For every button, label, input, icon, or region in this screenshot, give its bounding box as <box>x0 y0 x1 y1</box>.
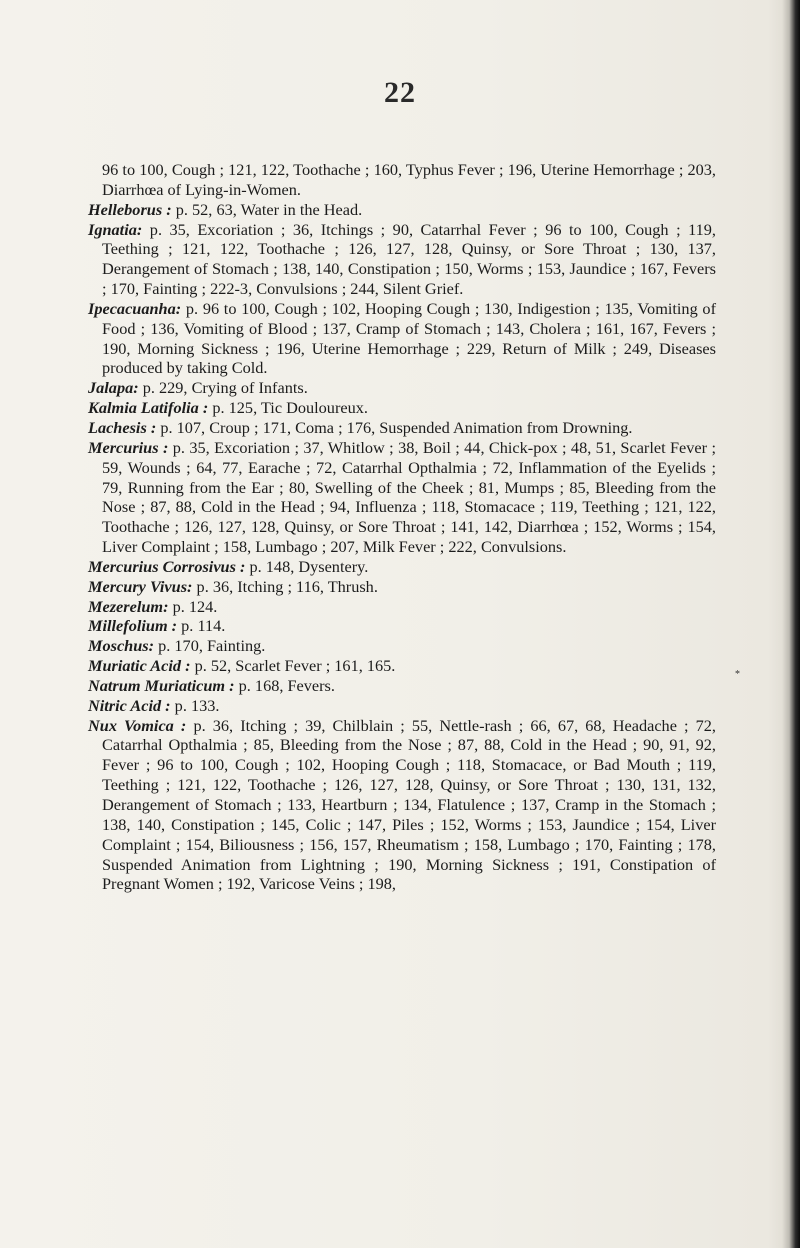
entry-text: p. 96 to 100, Cough ; 102, Hooping Cough ; 130, Indigestion ; 135, Vomiting of Food ; 136, Vomiting of Blood ; 137, Cramp of Stomach ; 143, Cholera ; 161, 167, Fevers ; 190, Morning Sickness ; 196, Uterine Hemorrhage ; 229, Return of Milk ; 249, Diseases produced by taking Cold. <box>102 298 716 378</box>
index-entry-moschus <box>88 636 716 656</box>
remedy-name: Millefolium : <box>88 616 178 636</box>
remedy-name: Kalmia Latifolia : <box>88 398 209 418</box>
index-entry-kalmia <box>88 398 716 418</box>
entry-text: p. 148, Dysentery. <box>245 556 369 576</box>
remedy-name: Muriatic Acid : <box>88 656 191 676</box>
remedy-name: Nux Vomica : <box>88 715 187 735</box>
index-entry-nux-vomica <box>88 716 716 895</box>
entry-text: p. 35, Excoriation ; 36, Itchings ; 90, Catarrhal Fever ; 96 to 100, Cough ; 119, Teething ; 121, 122, Toothache ; 126, 127, 128, Quinsy, or Sore Throat ; 130, 137, Derangement of Stomach ; 138, 140, Constipation ; 150, Worms ; 153, Jaundice ; 167, Fevers ; 170, Fainting ; 222-3, Convulsions ; 244, Silent Grief. <box>102 219 716 299</box>
index-entry-helleborus <box>88 200 716 220</box>
index-entry-nitric-acid <box>88 696 716 716</box>
index-entry-mercurius <box>88 438 716 557</box>
index-entry-ignatia <box>88 220 716 299</box>
entry-text: p. 170, Fainting. <box>154 636 266 656</box>
remedy-name: Mercury Vivus: <box>88 576 193 596</box>
entry-text: p. 107, Croup ; 171, Coma ; 176, Suspended Animation from Drowning. <box>156 417 633 437</box>
remedy-name: Mercurius Corrosivus : <box>88 556 246 576</box>
entry-text: p. 125, Tic Douloureux. <box>208 398 368 418</box>
margin-mark: * <box>735 669 740 680</box>
remedy-name: Helleborus : <box>88 199 172 219</box>
remedy-name: Ignatia: <box>88 219 143 239</box>
remedy-name: Moschus: <box>88 636 155 656</box>
entry-text: p. 124. <box>168 596 218 616</box>
index-entry-mezerelum <box>88 597 716 617</box>
page-number: 22 <box>384 76 416 109</box>
remedy-name: Natrum Muriaticum : <box>88 675 235 695</box>
index-entry-muriatic-acid <box>88 656 716 676</box>
remedy-name: Ipecacuanha: <box>88 298 182 318</box>
remedy-name: Lachesis : <box>88 417 157 437</box>
index-entry-ipecacuanha <box>88 299 716 378</box>
index-entry-jalapa <box>88 378 716 398</box>
remedy-name: Nitric Acid : <box>88 695 171 715</box>
remedy-name: Mercurius : <box>88 437 169 457</box>
entry-text: p. 133. <box>170 695 220 715</box>
index-entry-mercury-vivus <box>88 577 716 597</box>
index-entry-millefolium <box>88 616 716 636</box>
entry-text: p. 52, Scarlet Fever ; 161, 165. <box>190 656 396 676</box>
index-entry-natrum-muriaticum <box>88 676 716 696</box>
index-text <box>88 160 716 894</box>
entry-text: p. 36, Itching ; 116, Thrush. <box>192 576 378 596</box>
entry-text: p. 114. <box>177 616 226 636</box>
entry-text: p. 229, Crying of Infants. <box>138 378 308 398</box>
continuation-paragraph: 96 to 100, Cough ; 121, 122, Toothache ; 160, Typhus Fever ; 196, Uterine Hemorrhage ; 203, Diarrhœa of Lying-in-Women. <box>102 160 716 199</box>
remedy-name: Jalapa: <box>88 378 139 398</box>
entry-text: p. 52, 63, Water in the Head. <box>171 199 363 219</box>
entry-text: p. 168, Fevers. <box>234 675 335 695</box>
index-entry-mercurius-corrosivus <box>88 557 716 577</box>
index-entry-lachesis <box>88 418 716 438</box>
entry-text: p. 36, Itching ; 39, Chilblain ; 55, Nettle-rash ; 66, 67, 68, Headache ; 72, Catarrhal Opthalmia ; 85, Bleeding from the Nose ; 87, 88, Cold in the Head ; 90, 91, 92, Fever ; 96 to 100, Cough ; 102, Hooping Cough ; 118, Stomacace, or Bad Mouth ; 119, Teething ; 121, 122, Toothache ; 126, 127, 128, Quinsy, or Sore Throat ; 130, 131, 132, Derangement of Stomach ; 133, Heartburn ; 134, Flatulence ; 137, Cramp in the Stomach ; 138, 140, Constipation ; 145, Colic ; 147, Piles ; 152, Worms ; 153, Jaundice ; 154, Liver Complaint ; 154, Biliousness ; 156, 157, Rheumatism ; 158, Lumbago ; 170, Fainting ; 178, Suspended Animation from Lightning ; 190, Morning Sickness ; 191, Constipation of Pregnant Women ; 192, Varicose Veins ; 198, <box>102 715 717 894</box>
remedy-name: Mezerelum: <box>88 596 169 616</box>
page-edge-shadow <box>782 0 800 1248</box>
entry-text: p. 35, Excoriation ; 37, Whitlow ; 38, Boil ; 44, Chick-pox ; 48, 51, Scarlet Fever ; 59, Wounds ; 64, 77, Earache ; 72, Catarrhal Opthalmia ; 72, Inflammation of the Eyelids ; 79, Running from the Ear ; 80, Swelling of the Cheek ; 81, Mumps ; 85, Bleeding from the Nose ; 87, 88, Cold in the Head ; 94, Influenza ; 118, Stomacace ; 119, Teething ; 121, 122, Toothache ; 126, 127, 128, Quinsy, or Sore Throat ; 141, 142, Diarrhœa ; 152, Worms ; 154, Liver Complaint ; 158, Lumbago ; 207, Milk Fever ; 222, Convulsions. <box>102 437 716 557</box>
